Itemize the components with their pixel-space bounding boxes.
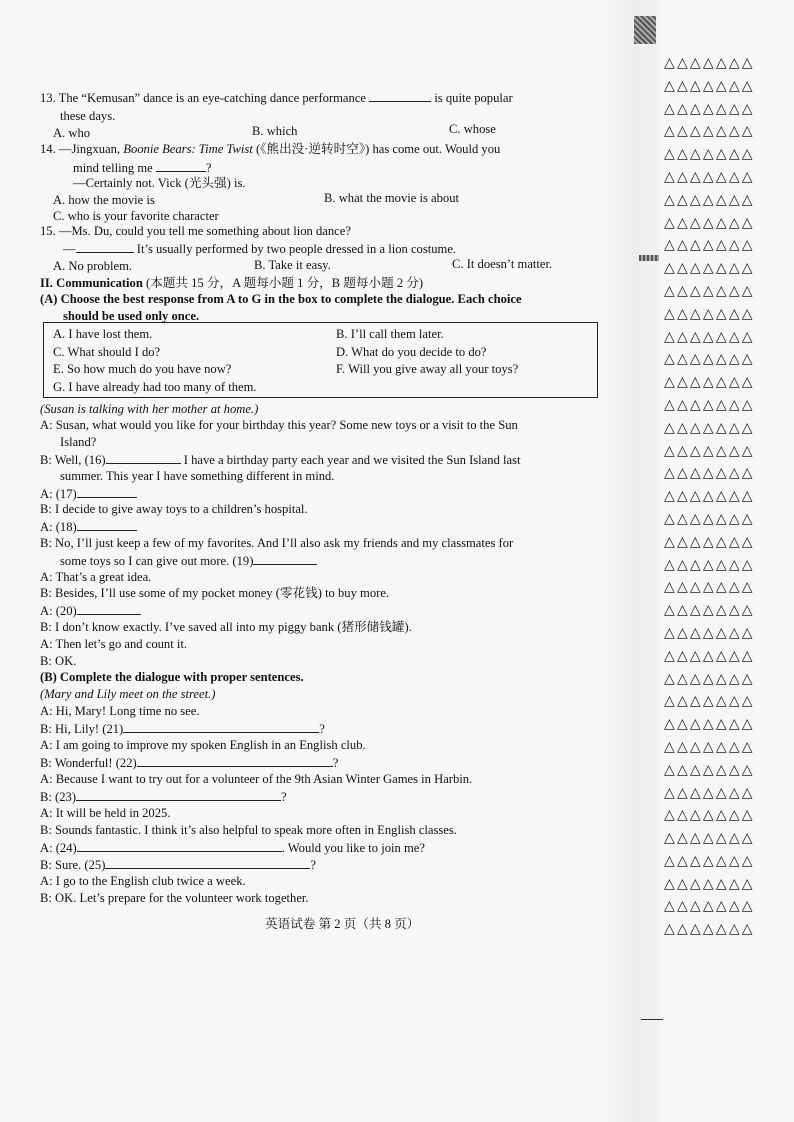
q13-blank xyxy=(369,90,431,102)
triangle-row: △△△△△△△ xyxy=(664,579,755,596)
blank-25 xyxy=(105,857,310,869)
q13-option-c: C. whose xyxy=(449,122,496,136)
triangle-row: △△△△△△△ xyxy=(664,419,755,436)
blank-21-label: B: Hi, Lily! (21) xyxy=(40,722,124,736)
part-b-heading: (B) Complete the dialogue with proper sentences. xyxy=(40,670,304,684)
part-a-instruction: (A) Choose the best response from A to G in the box to complete the dialogue. Each choice xyxy=(40,292,522,306)
option-b: B. I’ll call them later. xyxy=(336,327,444,341)
triangle-row: △△△△△△△ xyxy=(664,670,755,687)
triangle-row: △△△△△△△ xyxy=(664,488,755,505)
triangle-row: △△△△△△△ xyxy=(664,55,755,71)
triangle-row: △△△△△△△ xyxy=(664,351,755,368)
triangle-row: △△△△△△△ xyxy=(664,396,755,413)
dialogue-b-line: B: OK. Let’s prepare for the volunteer work together. xyxy=(40,891,309,905)
qmark: ? xyxy=(281,790,287,804)
qmark: ? xyxy=(319,722,325,736)
section-ii-title: II. Communication xyxy=(40,276,143,290)
scan-mark-bottom xyxy=(641,1019,663,1020)
blank-19-label: some toys so I can give out more. (19) xyxy=(60,554,254,568)
q15-reply-line xyxy=(63,241,456,257)
triangle-row: △△△△△△△ xyxy=(664,260,755,277)
q13-stem-text: 13. The “Kemusan” dance is an eye-catching dance performance xyxy=(40,91,366,105)
triangle-row: △△△△△△△ xyxy=(664,693,755,710)
blank-20 xyxy=(77,603,141,615)
triangle-margin-column xyxy=(664,55,792,944)
q13-option-a: A. who xyxy=(53,126,91,140)
triangle-row: △△△△△△△ xyxy=(664,533,755,550)
triangle-row: △△△△△△△ xyxy=(664,624,755,641)
dialogue-b-line: A: Because I want to try out for a volunteer of the 9th Asian Winter Games in Harbin. xyxy=(40,772,473,786)
dialogue-b-line-21 xyxy=(40,721,325,737)
dialogue-a-line: A: That’s a great idea. xyxy=(40,570,152,584)
blank-16 xyxy=(106,452,181,464)
triangle-row: △△△△△△△ xyxy=(664,852,755,869)
dialogue-a-line-18 xyxy=(40,519,137,535)
triangle-row: △△△△△△△ xyxy=(664,921,755,938)
option-e: E. So how much do you have now? xyxy=(53,362,232,376)
triangle-row: △△△△△△△ xyxy=(664,556,755,573)
blank-22-label: B: Wonderful! (22) xyxy=(40,756,137,770)
page-footer: 英语试卷 第 2 页（共 8 页） xyxy=(265,917,420,931)
dialogue-b-line-25 xyxy=(40,857,316,873)
dialogue-b-line-24 xyxy=(40,840,425,856)
triangle-row: △△△△△△△ xyxy=(664,716,755,733)
blank-21 xyxy=(123,721,319,733)
blank-20-label: A: (20) xyxy=(40,604,77,618)
qmark: ? xyxy=(332,756,339,770)
q15-stem: 15. —Ms. Du, could you tell me something about lion dance? xyxy=(40,224,351,238)
section-ii-score: (本题共 15 分，A 题每小题 1 分，B 题每小题 2 分) xyxy=(146,276,424,290)
triangle-row: △△△△△△△ xyxy=(664,282,755,299)
q15-option-a: A. No problem. xyxy=(53,259,133,273)
triangle-row: △△△△△△△ xyxy=(664,442,755,459)
option-c: C. What should I do? xyxy=(53,345,161,359)
option-f: F. Will you give away all your toys? xyxy=(336,362,519,376)
triangle-row: △△△△△△△ xyxy=(664,191,755,208)
q14-stem xyxy=(40,142,500,157)
q14-movie-title: Boonie Bears: Time Twist xyxy=(123,142,253,156)
dialogue-b-line: A: I go to the English club twice a week. xyxy=(40,874,246,888)
dialogue-a-line: summer. This year I have something different in mind. xyxy=(60,469,335,483)
blank-17-label: A: (17) xyxy=(40,487,77,501)
dialogue-a-text: I have a birthday party each year and we visited the Sun Island last xyxy=(183,453,521,467)
page-fold-shadow xyxy=(600,0,660,1122)
blank-17 xyxy=(77,486,137,498)
q15-reply: It’s usually performed by two people dressed in a lion costume. xyxy=(136,242,457,256)
scene-b: (Mary and Lily meet on the street.) xyxy=(40,687,216,701)
q13-stem-tail: is quite popular xyxy=(434,91,513,105)
triangle-row: △△△△△△△ xyxy=(664,214,755,231)
q15-option-b: B. Take it easy. xyxy=(254,258,331,272)
dialogue-a-line: B: I decide to give away toys to a children’s hospital. xyxy=(40,502,308,516)
blank-23 xyxy=(76,789,281,801)
q14-stem-line2 xyxy=(73,160,212,176)
dialogue-a-line: B: No, I’ll just keep a few of my favorites. And I’ll also ask my friends and my classmates for xyxy=(40,536,514,550)
triangle-row: △△△△△△△ xyxy=(664,100,755,117)
q15-dash: — xyxy=(63,242,76,256)
q14-stem-text: 14. —Jingxuan, xyxy=(40,142,121,156)
dialogue-a-line-20 xyxy=(40,603,141,619)
triangle-row: △△△△△△△ xyxy=(664,77,755,94)
triangle-row: △△△△△△△ xyxy=(664,784,755,801)
q14-stem-tail: (《熊出没·逆转时空》) has come out. Would you xyxy=(255,142,501,156)
dialogue-a-line: B: I don’t know exactly. I’ve saved all into my piggy bank (猪形储钱罐). xyxy=(40,620,412,634)
dialogue-a-line-17 xyxy=(40,486,137,502)
dialogue-b-line: A: I am going to improve my spoken English in an English club. xyxy=(40,738,366,752)
triangle-row: △△△△△△△ xyxy=(664,305,755,322)
dialogue-b-text: . Would you like to join me? xyxy=(281,841,425,855)
dialogue-a-line: A: Then let’s go and count it. xyxy=(40,637,188,651)
triangle-row: △△△△△△△ xyxy=(664,328,755,345)
dialogue-a-line-19 xyxy=(60,553,317,569)
blank-25-label: B: Sure. (25) xyxy=(40,858,106,872)
blank-19 xyxy=(253,553,317,565)
triangle-row: △△△△△△△ xyxy=(664,146,755,163)
section-ii-heading xyxy=(40,276,423,291)
blank-24-label: A: (24) xyxy=(40,841,77,855)
q13-option-b: B. which xyxy=(252,124,298,138)
part-a-instruction-line2: should be used only once. xyxy=(63,309,200,323)
q14-qmark: ? xyxy=(205,161,212,175)
triangle-row: △△△△△△△ xyxy=(664,761,755,778)
blank-22 xyxy=(137,755,333,767)
triangle-row: △△△△△△△ xyxy=(664,237,755,254)
triangle-row: △△△△△△△ xyxy=(664,168,755,185)
option-d: D. What do you decide to do? xyxy=(336,345,487,359)
triangle-row: △△△△△△△ xyxy=(664,807,755,824)
q13-stem-line2: these days. xyxy=(60,109,116,123)
q14-reply: —Certainly not. Vick (光头强) is. xyxy=(73,176,246,190)
triangle-row: △△△△△△△ xyxy=(664,898,755,915)
q14-blank xyxy=(156,160,206,172)
q14-option-c: C. who is your favorite character xyxy=(53,209,219,223)
blank-18 xyxy=(77,519,137,531)
dialogue-b-line-22 xyxy=(40,755,338,771)
triangle-row: △△△△△△△ xyxy=(664,875,755,892)
triangle-row: △△△△△△△ xyxy=(664,123,755,140)
q14-stem-line2-text: mind telling me xyxy=(73,161,153,175)
dialogue-b-line-23 xyxy=(40,789,287,805)
q14-option-a: A. how the movie is xyxy=(53,193,155,207)
dialogue-a-line-16 xyxy=(40,452,521,468)
triangle-row: △△△△△△△ xyxy=(664,465,755,482)
blank-18-label: A: (18) xyxy=(40,520,77,534)
option-a: A. I have lost them. xyxy=(53,327,153,341)
blank-16-label: B: Well, (16) xyxy=(40,453,106,467)
triangle-row: △△△△△△△ xyxy=(664,647,755,664)
dialogue-b-line: A: Hi, Mary! Long time no see. xyxy=(40,704,200,718)
dialogue-a-line: A: Susan, what would you like for your birthday this year? Some new toys or a visit to the Sun xyxy=(40,418,518,432)
option-g: G. I have already had too many of them. xyxy=(53,380,257,394)
scan-mark-middle xyxy=(639,255,659,261)
dialogue-a-line: B: OK. xyxy=(40,654,77,668)
dialogue-b-line: A: It will be held in 2025. xyxy=(40,806,171,820)
q13-stem xyxy=(40,90,513,106)
triangle-row: △△△△△△△ xyxy=(664,602,755,619)
triangle-row: △△△△△△△ xyxy=(664,738,755,755)
dialogue-b-line: B: Sounds fantastic. I think it’s also helpful to speak more often in English classes. xyxy=(40,823,457,837)
q14-option-b: B. what the movie is about xyxy=(324,191,460,205)
dialogue-a-line: B: Besides, I’ll use some of my pocket money (零花钱) to buy more. xyxy=(40,586,390,600)
triangle-row: △△△△△△△ xyxy=(664,510,755,527)
triangle-row: △△△△△△△ xyxy=(664,374,755,391)
q15-blank xyxy=(76,241,134,253)
blank-23-label: B: (23) xyxy=(40,790,77,804)
q15-option-c: C. It doesn’t matter. xyxy=(452,257,553,271)
scene-a: (Susan is talking with her mother at home.) xyxy=(40,402,259,416)
scan-mark-top xyxy=(634,16,656,44)
triangle-row: △△△△△△△ xyxy=(664,830,755,847)
dialogue-a-line: Island? xyxy=(60,435,97,449)
qmark: ? xyxy=(310,858,317,872)
blank-24 xyxy=(77,840,282,852)
